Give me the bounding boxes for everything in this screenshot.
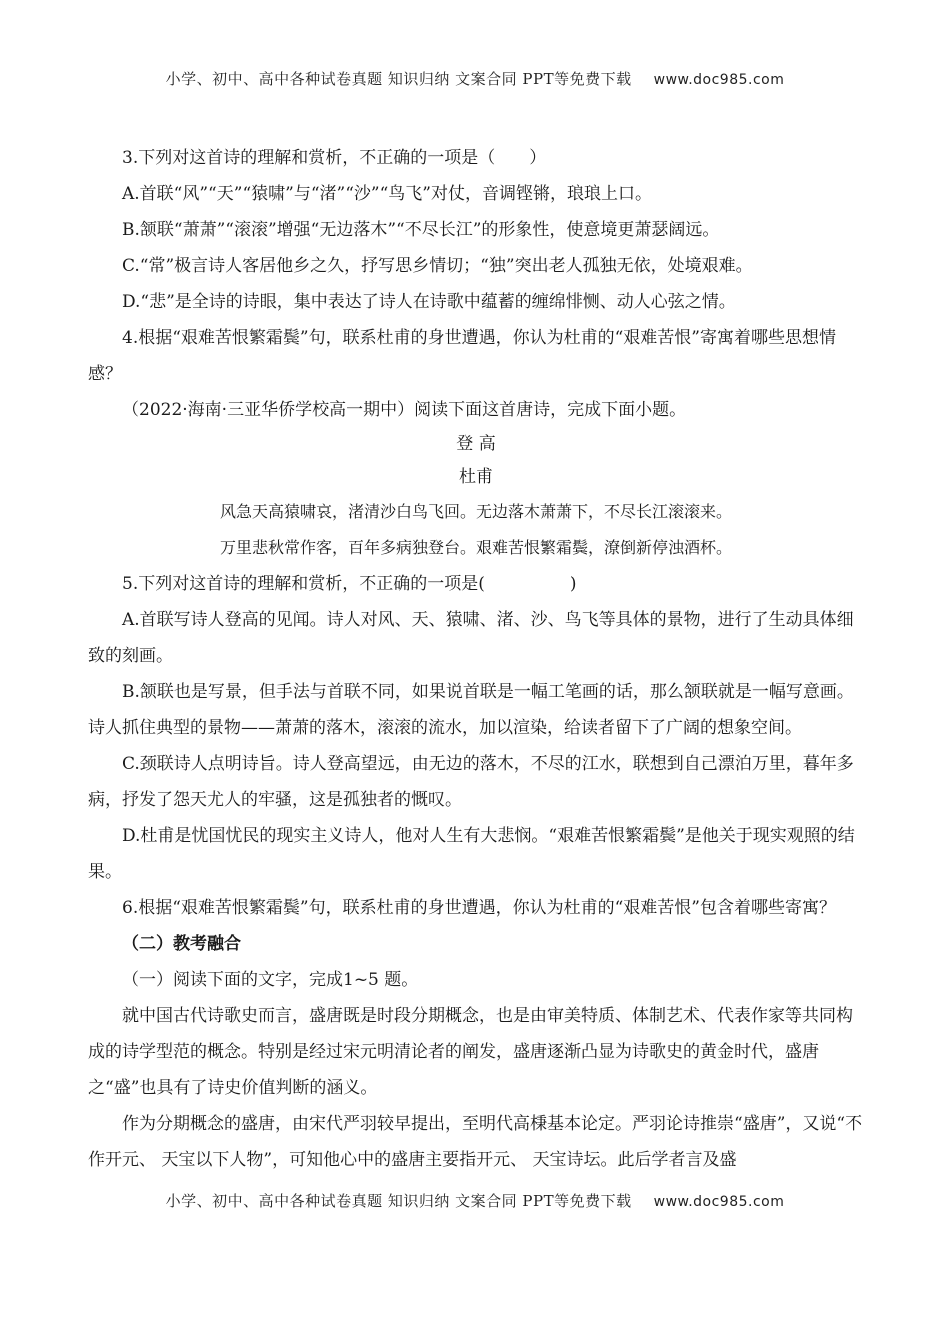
passage-paragraph-1: 就中国古代诗歌史而言，盛唐既是时段分期概念，也是由审美特质、体制艺术、代表作家等共同构成的诗学型范的概念。特别是经过宋元明清论者的阐发，盛唐逐渐凸显为诗歌史的黄金时代，盛唐之“盛”也具有了诗史价值判断的涵义。 xyxy=(88,1006,853,1098)
poem-line-1: 风急天高猿啸哀，渚清沙白鸟飞回。无边落木萧萧下，不尽长江滚滚来。 xyxy=(219,502,732,521)
header-text: 小学、初中、高中各种试卷真题 知识归纳 文案合同 PPT等免费下载 xyxy=(165,70,632,88)
passage-paragraph-2: 作为分期概念的盛唐，由宋代严羽较早提出，至明代高棅基本论定。严羽论诗推崇“盛唐”，又说“不作开元、 天宝以下人物”，可知他心中的盛唐主要指开元、 天宝诗坛。此后学者言及盛 xyxy=(88,1114,863,1170)
document-body xyxy=(88,140,864,1178)
page-footer xyxy=(0,1190,950,1211)
section-intro: （一）阅读下面的文字，完成1~5 题。 xyxy=(122,970,419,990)
q5-stem: 5.下列对这首诗的理解和赏析，不正确的一项是( ) xyxy=(122,574,577,594)
header-url[interactable]: www.doc985.com xyxy=(653,72,785,88)
poem-line-2: 万里悲秋常作客，百年多病独登台。艰难苦恨繁霜鬓，潦倒新停浊酒杯。 xyxy=(219,538,732,557)
q5-option-d: D.杜甫是忧国忧民的现实主义诗人，他对人生有大悲悯。“艰难苦恨繁霜鬓”是他关于现实观照的结果。 xyxy=(88,826,855,882)
footer-text: 小学、初中、高中各种试卷真题 知识归纳 文案合同 PPT等免费下载 xyxy=(165,1192,632,1210)
q5-option-c: C.颈联诗人点明诗旨。诗人登高望远，由无边的落木，不尽的江水，联想到自己漂泊万里，暮年多病，抒发了怨天尤人的牢骚，这是孤独者的慨叹。 xyxy=(88,754,854,810)
footer-url[interactable]: www.doc985.com xyxy=(653,1194,785,1210)
q3-option-b: B.颔联“萧萧”“滚滚”增强“无边落木”“不尽长江”的形象性，使意境更萧瑟阔远。 xyxy=(122,220,720,240)
q5-option-b: B.颔联也是写景，但手法与首联不同，如果说首联是一幅工笔画的话，那么颔联就是一幅写意画。诗人抓住典型的景物——萧萧的落木，滚滚的流水，加以渲染，给读者留下了广阔的想象空间。 xyxy=(88,682,854,738)
source-note: （2022·海南·三亚华侨学校高一期中）阅读下面这首唐诗，完成下面小题。 xyxy=(122,400,687,420)
q3-stem: 3.下列对这首诗的理解和赏析，不正确的一项是（ ） xyxy=(122,148,547,168)
q5-option-a: A.首联写诗人登高的见闻。诗人对风、天、猿啸、渚、沙、鸟飞等具体的景物，进行了生动具体细致的刻画。 xyxy=(88,610,854,666)
page-header xyxy=(0,68,950,89)
q3-option-c: C.“常”极言诗人客居他乡之久，抒写思乡情切；“独”突出老人孤独无依，处境艰难。 xyxy=(122,256,753,276)
poem-author: 杜甫 xyxy=(459,467,493,487)
q3-option-d: D.“悲”是全诗的诗眼，集中表达了诗人在诗歌中蕴蓄的缠绵悱恻、动人心弦之情。 xyxy=(122,292,736,312)
section-title: （二）教考融合 xyxy=(122,934,241,954)
poem-title: 登 高 xyxy=(456,434,496,454)
q6-question: 6.根据“艰难苦恨繁霜鬓”句，联系杜甫的身世遭遇，你认为杜甫的“艰难苦恨”包含着哪些寄寓？ xyxy=(122,898,836,918)
q3-option-a: A.首联“风”“天”“猿啸”与“渚”“沙”“鸟飞”对仗，音调铿锵，琅琅上口。 xyxy=(122,184,652,204)
q4-question: 4.根据“艰难苦恨繁霜鬓”句，联系杜甫的身世遭遇，你认为杜甫的“艰难苦恨”寄寓着哪些思想情感？ xyxy=(88,328,836,384)
